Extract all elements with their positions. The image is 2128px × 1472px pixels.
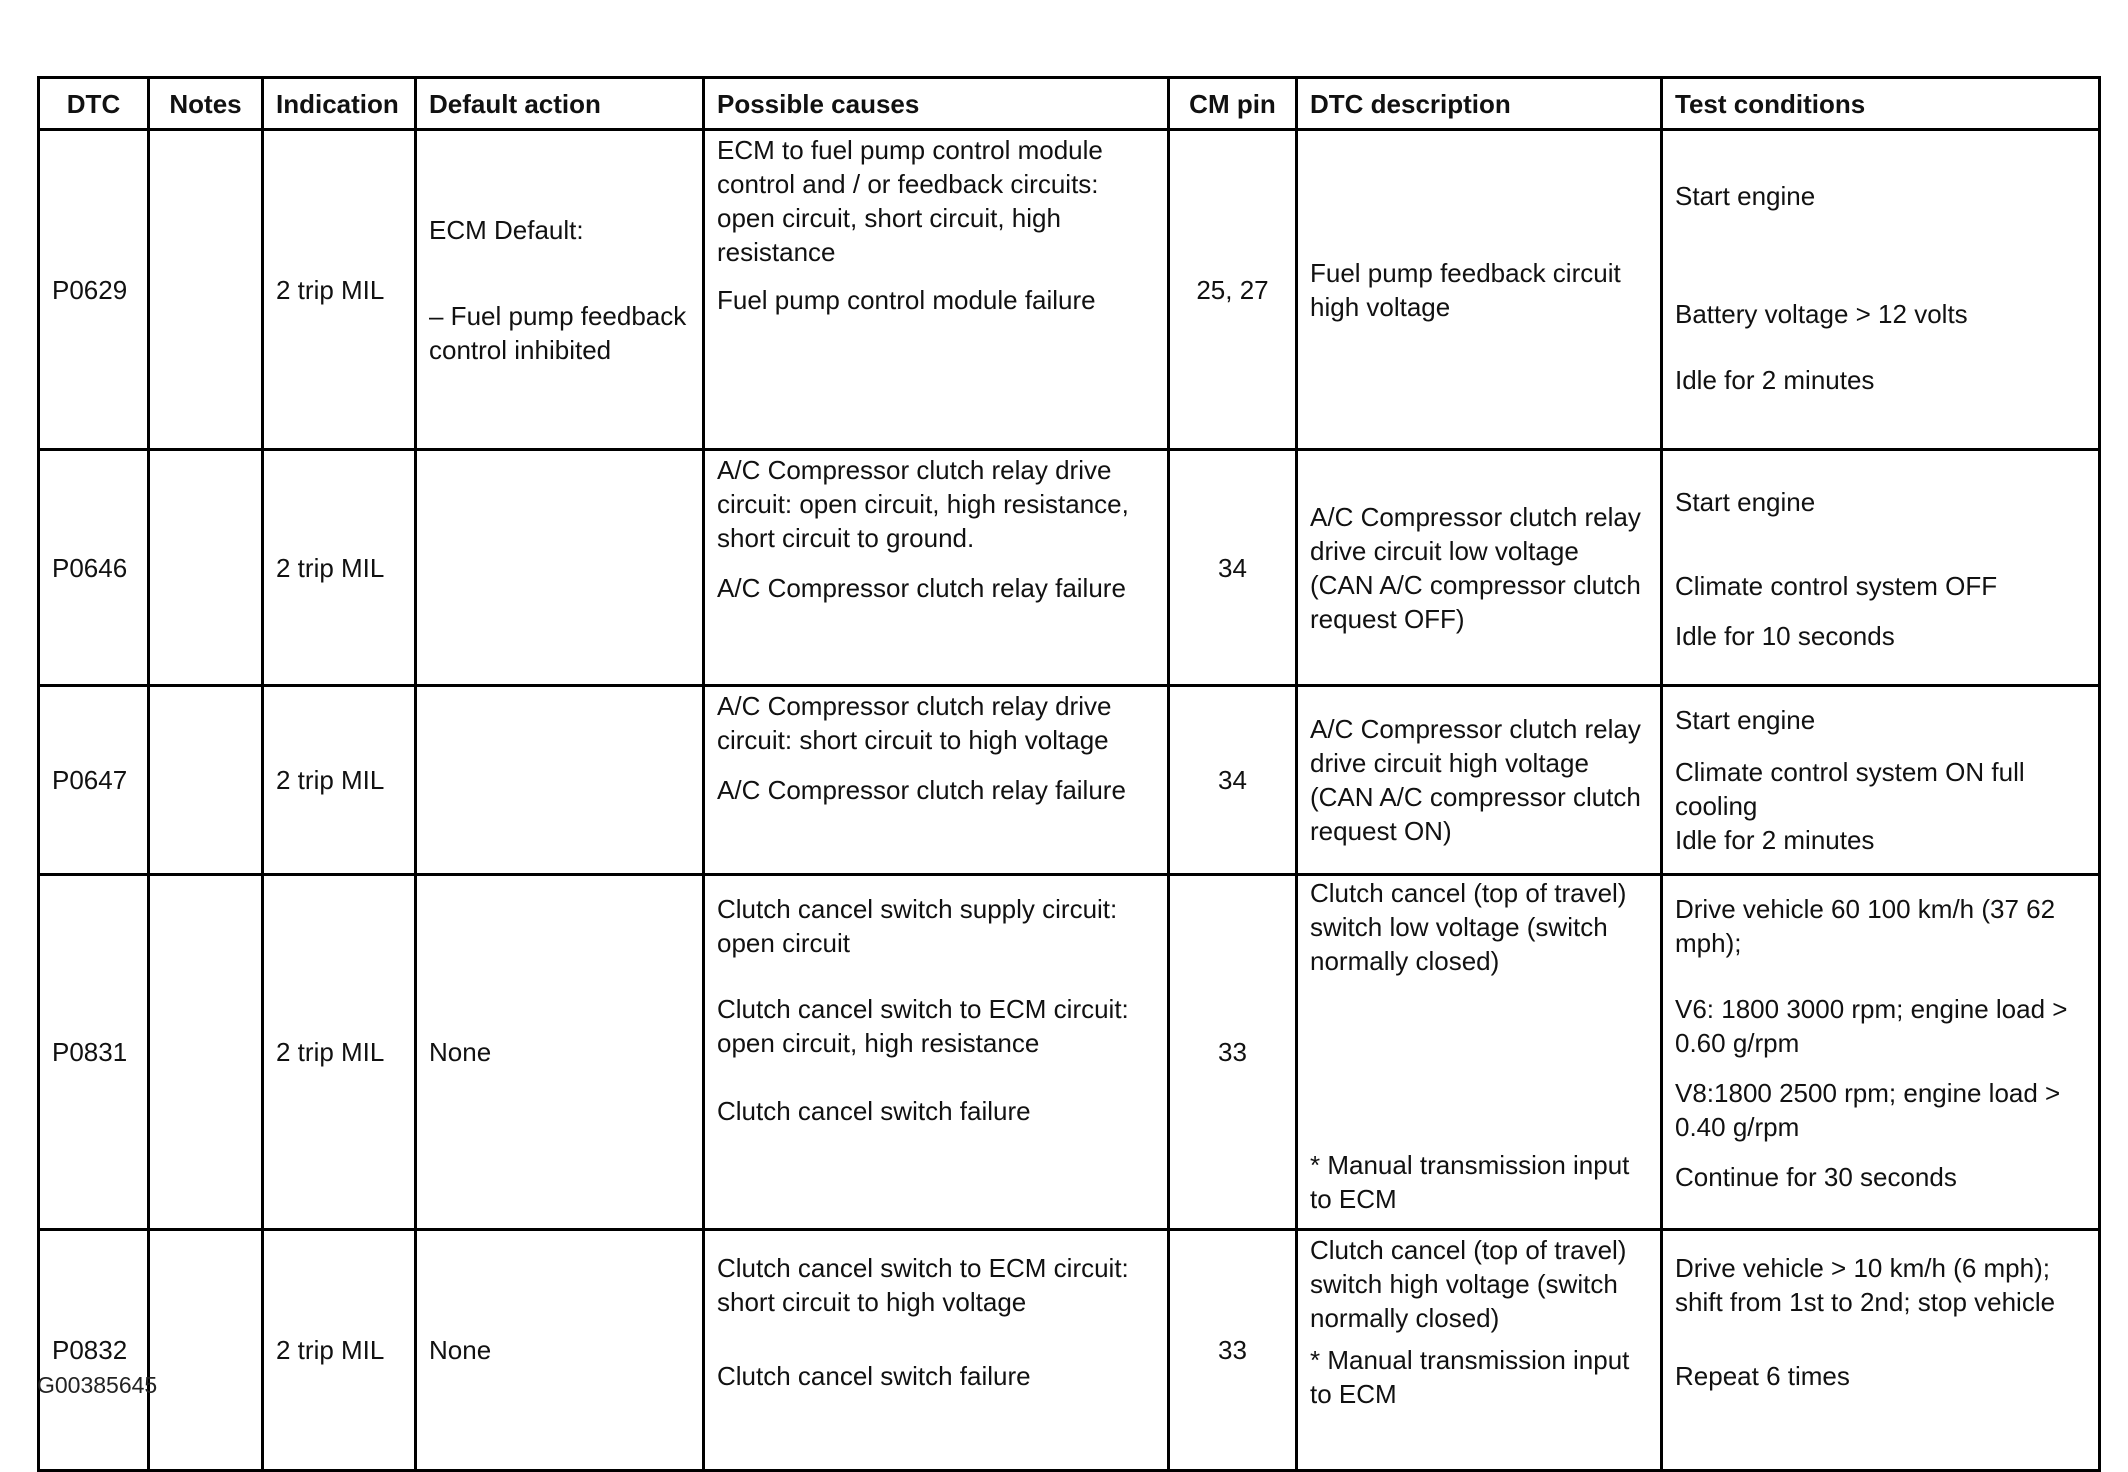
test-condition-text: V8:1800 2500 rpm; engine load > 0.40 g/rpm — [1675, 1078, 2061, 1142]
dtc-description-cell — [1297, 450, 1662, 686]
cm-pin-cell: 33 — [1169, 1230, 1297, 1471]
test-conditions-cell — [1662, 450, 2100, 686]
header-indication: Indication — [263, 78, 416, 130]
default-action-text: – Fuel pump feedback control inhibited — [429, 300, 687, 365]
test-condition-text: Continue for 30 seconds — [1675, 1162, 1957, 1192]
header-cm-pin: CM pin — [1169, 78, 1297, 130]
notes-cell — [149, 450, 263, 686]
indication-cell: 2 trip MIL — [263, 1230, 416, 1471]
test-condition-text: Drive vehicle 60 100 km/h (37 62 mph); — [1675, 894, 2056, 958]
default-action-cell — [416, 130, 704, 450]
notes-cell — [149, 875, 263, 1230]
header-dtc-description: DTC description — [1297, 78, 1662, 130]
test-conditions-cell — [1662, 1230, 2100, 1471]
possible-cause-text: A/C Compressor clutch relay drive circuit: short circuit to high voltage — [717, 691, 1112, 755]
indication-cell: 2 trip MIL — [263, 686, 416, 875]
dtc-code: P0647 — [39, 686, 149, 875]
possible-cause-text: A/C Compressor clutch relay failure — [717, 573, 1126, 603]
possible-cause-text: Fuel pump control module failure — [717, 285, 1096, 315]
notes-cell — [149, 130, 263, 450]
dtc-description-cell — [1297, 686, 1662, 875]
dtc-code: P0831 — [39, 875, 149, 1230]
indication-cell: 2 trip MIL — [263, 130, 416, 450]
possible-cause-text: Clutch cancel switch failure — [717, 1361, 1031, 1391]
possible-cause-text: Clutch cancel switch supply circuit: open circuit — [717, 894, 1118, 958]
possible-causes-cell — [704, 1230, 1169, 1471]
possible-causes-cell — [704, 130, 1169, 450]
table-row — [39, 450, 2100, 686]
indication-cell: 2 trip MIL — [263, 450, 416, 686]
header-test-conditions: Test conditions — [1662, 78, 2100, 130]
indication-cell: 2 trip MIL — [263, 875, 416, 1230]
dtc-description-text: A/C Compressor clutch relay drive circuit high voltage (CAN A/C compressor clutch request ON) — [1310, 714, 1641, 846]
dtc-description-text: Clutch cancel (top of travel) switch low voltage (switch normally closed) — [1310, 878, 1627, 976]
possible-cause-text: Clutch cancel switch to ECM circuit: short circuit to high voltage — [717, 1253, 1129, 1317]
dtc-code: P0646 — [39, 450, 149, 686]
test-condition-text: Start engine — [1675, 705, 1816, 735]
test-condition-text: V6: 1800 3000 rpm; engine load > 0.60 g/rpm — [1675, 994, 2068, 1058]
table-row — [39, 875, 2100, 1230]
cm-pin-cell: 33 — [1169, 875, 1297, 1230]
test-condition-text: Repeat 6 times — [1675, 1361, 1850, 1391]
dtc-description-text: * Manual transmission input to ECM — [1310, 1345, 1630, 1409]
test-condition-text: Drive vehicle > 10 km/h (6 mph); shift from 1st to 2nd; stop vehicle — [1675, 1253, 2056, 1317]
test-condition-text: Start engine — [1675, 487, 1816, 517]
possible-cause-text: A/C Compressor clutch relay failure — [717, 775, 1126, 805]
possible-cause-text: Clutch cancel switch failure — [717, 1096, 1031, 1126]
header-possible-causes: Possible causes — [704, 78, 1169, 130]
dtc-description-cell — [1297, 130, 1662, 450]
table-row — [39, 1230, 2100, 1471]
test-conditions-cell — [1662, 875, 2100, 1230]
header-row — [39, 78, 2100, 130]
test-condition-text: Idle for 2 minutes — [1675, 825, 1875, 855]
test-conditions-cell — [1662, 686, 2100, 875]
test-condition-text: Battery voltage > 12 volts — [1675, 299, 1968, 329]
notes-cell — [149, 1230, 263, 1471]
dtc-description-text: A/C Compressor clutch relay drive circuit low voltage (CAN A/C compressor clutch request OFF) — [1310, 501, 1641, 634]
dtc-description-text: Fuel pump feedback circuit high voltage — [1310, 257, 1621, 322]
header-dtc: DTC — [39, 78, 149, 130]
dtc-description-cell — [1297, 1230, 1662, 1471]
possible-causes-cell — [704, 686, 1169, 875]
dtc-code: P0832 — [39, 1230, 149, 1471]
default-action-cell — [416, 1230, 704, 1471]
default-action-cell — [416, 875, 704, 1230]
table-row — [39, 686, 2100, 875]
dtc-description-text: Clutch cancel (top of travel) switch high voltage (switch normally closed) — [1310, 1235, 1627, 1333]
dtc-description-cell — [1297, 875, 1662, 1230]
possible-cause-text: A/C Compressor clutch relay drive circuit: open circuit, high resistance, short circuit to ground. — [717, 455, 1129, 553]
default-action-text: None — [429, 1037, 492, 1067]
header-default-action: Default action — [416, 78, 704, 130]
dtc-table — [37, 76, 2101, 1472]
figure-id: G00385645 — [37, 1372, 158, 1398]
default-action-text: None — [429, 1335, 492, 1365]
test-condition-text: Start engine — [1675, 181, 1816, 211]
possible-causes-cell — [704, 875, 1169, 1230]
possible-causes-cell — [704, 450, 1169, 686]
possible-cause-text: Clutch cancel switch to ECM circuit: open circuit, high resistance — [717, 994, 1129, 1058]
cm-pin-cell: 34 — [1169, 686, 1297, 875]
cm-pin-cell: 25, 27 — [1169, 130, 1297, 450]
dtc-code: P0629 — [39, 130, 149, 450]
test-condition-text: Idle for 2 minutes — [1675, 365, 1875, 395]
test-condition-text: Climate control system ON full cooling — [1675, 757, 2025, 821]
cm-pin-cell: 34 — [1169, 450, 1297, 686]
test-conditions-cell — [1662, 130, 2100, 450]
default-action-cell — [416, 450, 704, 686]
table-row — [39, 130, 2100, 450]
notes-cell — [149, 686, 263, 875]
test-condition-text: Climate control system OFF — [1675, 571, 1998, 601]
header-notes: Notes — [149, 78, 263, 130]
default-action-text: ECM Default: — [429, 214, 584, 245]
test-condition-text: Idle for 10 seconds — [1675, 621, 1895, 651]
default-action-cell — [416, 686, 704, 875]
dtc-description-text: * Manual transmission input to ECM — [1310, 1150, 1630, 1214]
possible-cause-text: ECM to fuel pump control module control and / or feedback circuits: open circuit, short circuit, high resistance — [717, 135, 1103, 267]
